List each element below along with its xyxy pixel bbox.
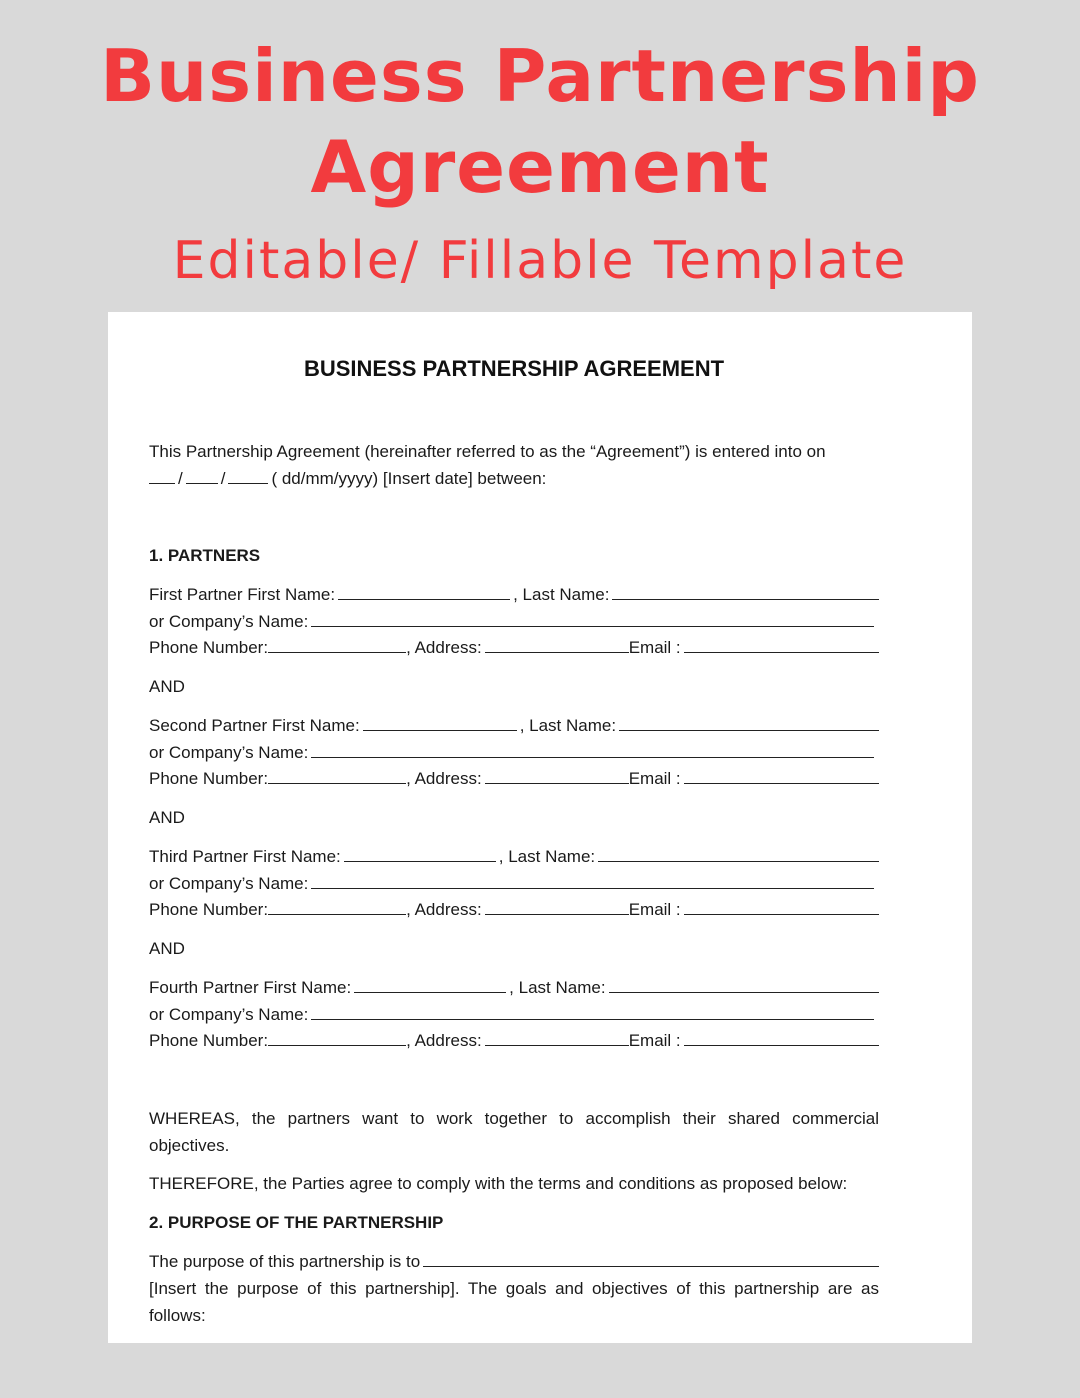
company-label: or Company’s Name: — [149, 742, 309, 762]
and-separator: AND — [149, 808, 185, 827]
date-month-field[interactable] — [186, 465, 218, 484]
company-label: or Company’s Name: — [149, 611, 309, 631]
partner-name-line — [149, 974, 879, 1001]
address-label: , Address: — [406, 900, 482, 919]
first-name-label: First Partner First Name: — [149, 585, 336, 604]
email-label: Email : — [628, 638, 681, 657]
last-name-field[interactable] — [619, 712, 879, 731]
company-label: or Company’s Name: — [149, 873, 309, 893]
address-field[interactable] — [485, 896, 629, 915]
intro-line-2 — [149, 465, 879, 492]
last-name-field[interactable] — [598, 843, 879, 862]
partner-1-block — [149, 581, 879, 661]
company-field[interactable] — [311, 739, 874, 758]
phone-field[interactable] — [268, 634, 406, 653]
first-name-field[interactable] — [338, 581, 510, 600]
company-line — [149, 870, 879, 897]
email-field[interactable] — [684, 1027, 879, 1046]
last-name-field[interactable] — [612, 581, 879, 600]
intro-text: This Partnership Agreement (hereinafter referred to as the “Agreement”) is entered into on — [149, 442, 826, 461]
whereas-paragraph: WHEREAS, the partners want to work together to accomplish their shared commercial objectives. — [149, 1109, 879, 1155]
company-line — [149, 608, 879, 635]
document-page — [108, 312, 972, 1343]
intro-date-hint: ( dd/mm/yyyy) [Insert date] between: — [271, 468, 547, 488]
company-line — [149, 739, 879, 766]
last-name-label: , Last Name: — [513, 585, 610, 604]
date-separator: / — [178, 468, 183, 488]
section-1-heading: 1. PARTNERS — [149, 546, 261, 565]
date-separator: / — [220, 468, 226, 488]
contact-line — [149, 1027, 879, 1054]
first-name-field[interactable] — [363, 712, 517, 731]
banner-subtitle: Editable/ Fillable Template — [172, 231, 908, 291]
and-separator: AND — [149, 677, 185, 696]
email-field[interactable] — [684, 634, 879, 653]
document-title: BUSINESS PARTNERSHIP AGREEMENT — [303, 356, 725, 381]
last-name-label: , Last Name: — [498, 847, 596, 866]
purpose-rest: [Insert the purpose of this partnership]. The goals and objectives of this partnership are as follows: — [149, 1278, 879, 1325]
intro-line-1 — [149, 438, 879, 465]
section-2-heading: 2. PURPOSE OF THE PARTNERSHIP — [149, 1213, 444, 1232]
address-field[interactable] — [485, 765, 629, 784]
email-field[interactable] — [684, 765, 879, 784]
phone-label: Phone Number: — [149, 900, 269, 919]
last-name-label: , Last Name: — [509, 978, 606, 997]
phone-field[interactable] — [268, 765, 406, 784]
first-name-label: Second Partner First Name: — [149, 716, 360, 735]
banner-title-line2: Agreement — [310, 125, 770, 209]
date-year-field[interactable] — [228, 465, 268, 484]
company-line — [149, 1001, 879, 1028]
phone-label: Phone Number: — [149, 1031, 269, 1050]
phone-field[interactable] — [268, 1027, 406, 1046]
address-label: , Address: — [406, 769, 482, 788]
partner-4-block — [149, 974, 879, 1054]
email-field[interactable] — [684, 896, 879, 915]
purpose-field[interactable] — [423, 1248, 879, 1267]
purpose-paragraph — [149, 1248, 879, 1329]
address-label: , Address: — [406, 1031, 482, 1050]
partner-name-line — [149, 712, 879, 739]
email-label: Email : — [628, 1031, 681, 1050]
phone-label: Phone Number: — [149, 638, 269, 657]
first-name-field[interactable] — [344, 843, 496, 862]
email-label: Email : — [628, 900, 681, 919]
company-field[interactable] — [311, 870, 874, 889]
purpose-prefix: The purpose of this partnership is to — [149, 1252, 421, 1271]
partner-2-block — [149, 712, 879, 792]
contact-line — [149, 896, 879, 923]
contact-line — [149, 765, 879, 792]
partner-3-block — [149, 843, 879, 923]
first-name-field[interactable] — [354, 974, 506, 993]
company-field[interactable] — [311, 1001, 874, 1020]
and-separator: AND — [149, 939, 185, 958]
intro-paragraph — [149, 438, 879, 491]
banner — [0, 0, 1080, 312]
date-day-field[interactable] — [149, 465, 175, 484]
purpose-line-1 — [149, 1248, 879, 1275]
first-name-label: Fourth Partner First Name: — [149, 978, 352, 997]
first-name-label: Third Partner First Name: — [149, 847, 341, 866]
banner-title-line1: Business Partnership — [100, 34, 980, 118]
last-name-field[interactable] — [609, 974, 879, 993]
address-label: , Address: — [406, 638, 482, 657]
partner-name-line — [149, 581, 879, 608]
email-label: Email : — [628, 769, 681, 788]
phone-field[interactable] — [268, 896, 406, 915]
address-field[interactable] — [485, 634, 629, 653]
company-label: or Company’s Name: — [149, 1004, 309, 1024]
address-field[interactable] — [485, 1027, 629, 1046]
last-name-label: , Last Name: — [519, 716, 617, 735]
company-field[interactable] — [311, 608, 874, 627]
phone-label: Phone Number: — [149, 769, 269, 788]
contact-line — [149, 634, 879, 661]
therefore-paragraph: THEREFORE, the Parties agree to comply with the terms and conditions as proposed below: — [149, 1174, 848, 1193]
partner-name-line — [149, 843, 879, 870]
